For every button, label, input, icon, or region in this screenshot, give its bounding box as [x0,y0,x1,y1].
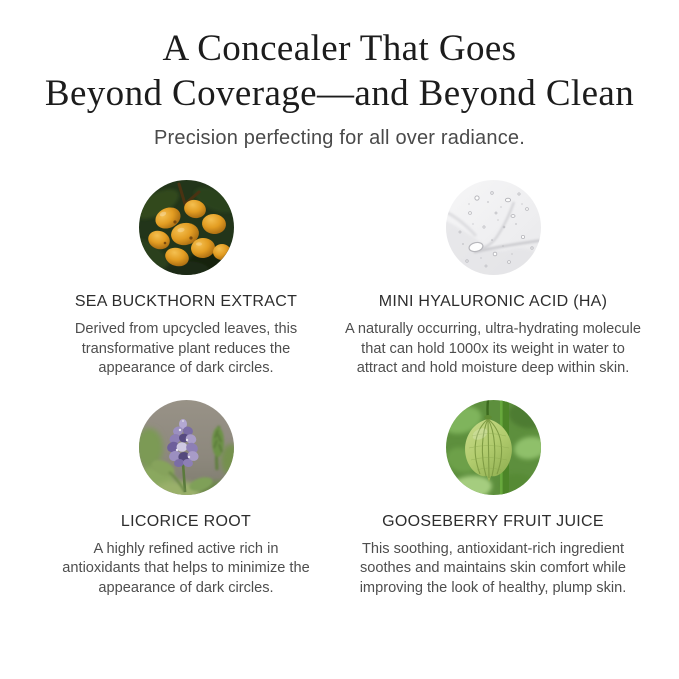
page-subtitle: Precision perfecting for all over radiance. [153,127,525,149]
ingredient-grid [0,180,679,598]
ingredient-card-hyaluronic-acid [342,180,645,379]
gooseberry-husk-photo [446,400,541,495]
ingredient-name: LICORICE ROOT [120,512,252,530]
ingredient-card-sea-buckthorn [35,180,338,379]
licorice-root-image [139,400,234,495]
hyaluronic-acid-image [446,180,541,275]
page-title-line-1: A Concealer That Goes [162,28,517,69]
licorice-root-flower-photo [139,400,234,495]
ingredient-description: A naturally occurring, ultra-hydrating molecule that can hold 1000x its weight in water to attract and hold moisture deep within skin. [344,321,642,376]
sea-buckthorn-berries-photo [139,180,234,275]
ingredient-card-licorice-root [35,400,338,599]
ingredient-description: A highly refined active rich in antioxidants that helps to minimize the appearance of dark circles. [62,540,310,596]
ingredient-name: SEA BUCKTHORN EXTRACT [74,293,298,310]
ingredient-name: MINI HYALURONIC ACID (HA) [378,293,608,310]
hyaluronic-acid-gel-photo [446,180,541,275]
ingredient-description: Derived from upcycled leaves, this transformative plant reduces the appearance of dark circles. [74,321,298,376]
page-title-line-2: Beyond Coverage—and Beyond Clean [44,73,635,114]
ingredient-description: This soothing, antioxidant-rich ingredient soothes and maintains skin comfort while improving the look of healthy, plump skin. [359,540,627,596]
sea-buckthorn-image [139,180,234,275]
gooseberry-image [446,400,541,495]
ingredient-card-gooseberry [342,400,645,599]
page-title [0,0,679,116]
ingredient-name: GOOSEBERRY FRUIT JUICE [382,512,604,530]
